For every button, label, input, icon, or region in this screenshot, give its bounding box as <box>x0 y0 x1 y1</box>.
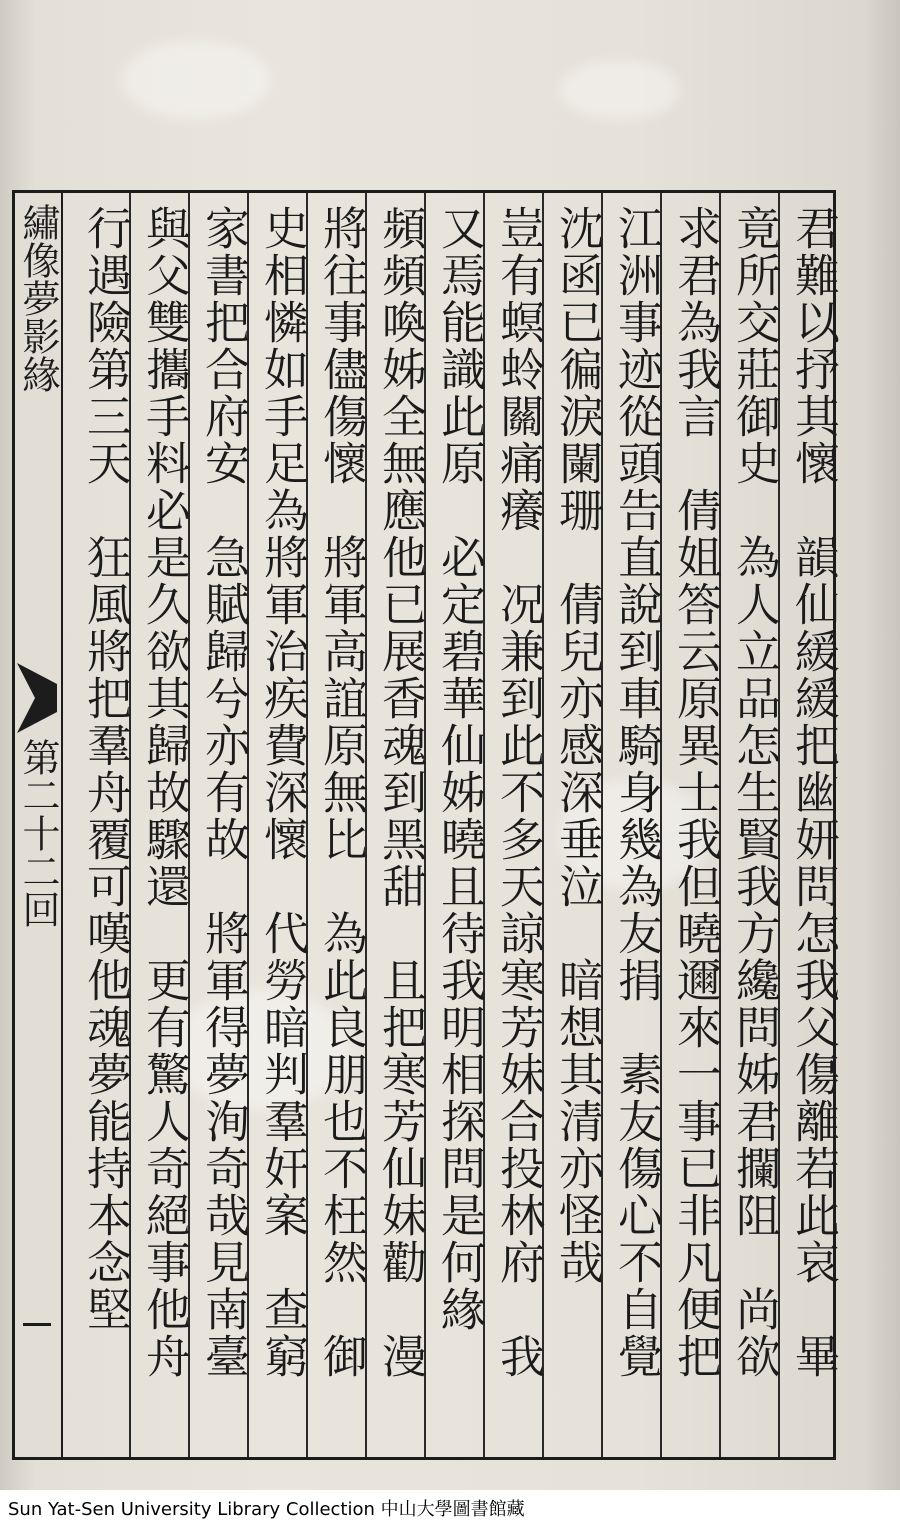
text-column: 家書把合府安 急賦歸兮亦有故 將軍得夢洵奇哉見南臺 <box>197 205 250 1380</box>
text-column: 沈函已徧淚闌珊 倩兒亦感深垂泣 暗想其清亦怪哉 <box>551 205 604 1286</box>
text-column: 求君為我言 倩姐答云原異士我但曉邇來一事已非凡便把 <box>669 205 722 1380</box>
fish-tail-mark <box>17 663 57 733</box>
text-column: 君難以抒其懷 韻仙緩緩把幽妍問怎我父傷離若此哀 畢 <box>787 205 840 1380</box>
text-column: 行遇險第三天 狂風將把羣舟覆可嘆他魂夢能持本念堅 <box>79 205 132 1333</box>
text-column: 竟所交莊御史 為人立品怎生賢我方纔問姊君攔阻 尚欲 <box>728 205 781 1380</box>
text-column: 史相憐如手足為將軍治疾費深懷 代勞暗判羣奸案 查窮 <box>256 205 309 1380</box>
spine-chapter: 第二十二回 <box>16 738 60 928</box>
text-column: 與父雙攜手料必是久欲其歸故驟還 更有驚人奇絕事他舟 <box>138 205 191 1380</box>
text-column: 又焉能識此原 必定碧華仙姊曉且待我明相探問是何緣 <box>433 205 486 1333</box>
spine-margin <box>15 193 63 1457</box>
spine-title: 繡像夢影緣 <box>16 203 60 393</box>
library-caption: Sun Yat-Sen University Library Collection 中山大學圖書館藏 <box>0 1490 900 1530</box>
text-column: 頻頻喚姊全無應他已展香魂到黑甜 且把寒芳仙妹勸 漫 <box>374 205 427 1380</box>
text-frame <box>12 190 840 1460</box>
spine-page-number <box>23 1323 51 1326</box>
text-column: 豈有螟蛉關痛癢 况兼到此不多天諒寒芳妹合投林府 我 <box>492 205 545 1380</box>
text-column: 將往事儘傷懷 將軍高誼原無比 為此良朋也不枉然 御 <box>315 205 368 1380</box>
text-column: 江洲事迹從頭告直說到車騎身幾為友捐 素友傷心不自覺 <box>610 205 663 1380</box>
